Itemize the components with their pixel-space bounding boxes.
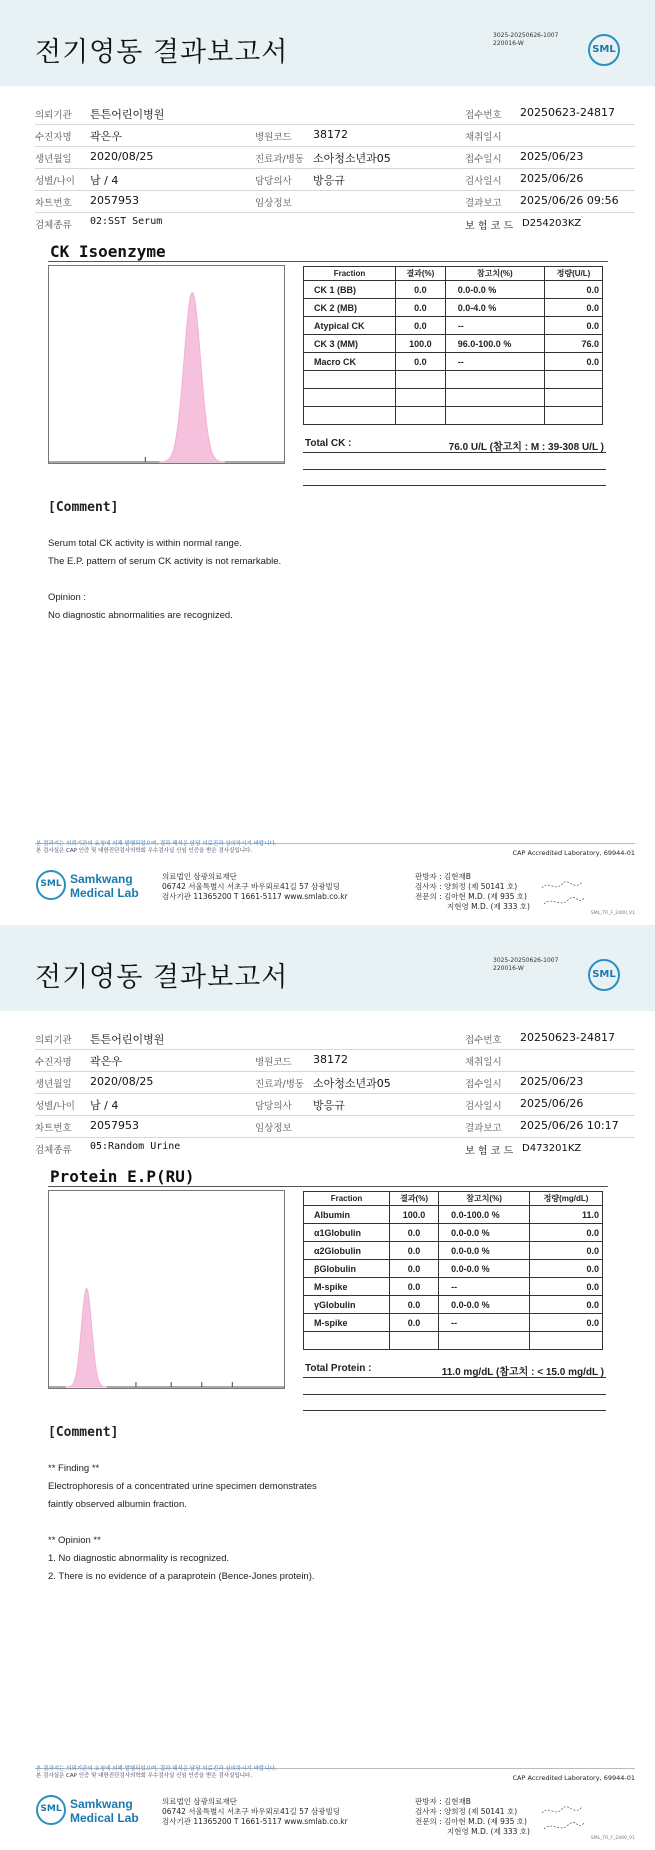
fraction-name: CK 1 (BB) [304,281,396,299]
institution-value: 튼튼어린이병원 [90,108,165,121]
info-label: 진료과/병동 [255,154,305,165]
footer-note: 본 결과지는 의뢰기관의 요청에 의해 발행되었으며, 결과 해석은 담당 의료진과 상의하시기 바랍니다. [36,841,277,847]
reference-range: 0.0-0.0 % [445,281,544,299]
cap-accreditation: CAP Accredited Laboratory, 69944-01 [512,849,635,857]
fraction-name: Atypical CK [304,317,396,335]
comment-line: faintly observed albumin fraction. [48,1499,187,1510]
info-label: 채취일시 [465,132,502,143]
barcode-value: D473201KZ [522,1143,582,1154]
address-line: 06742 서울특별시 서초구 바우뫼로41길 57 삼광빌딩 [162,882,341,891]
info-label: 병원코드 [255,132,292,143]
birth-value: 2020/08/25 [90,150,154,163]
result-percent: 0.0 [389,1296,438,1314]
fraction-name: α1Globulin [304,1224,390,1242]
rule-line [303,469,606,470]
footer-notes [36,841,277,855]
info-label: 보 험 코 드 [465,1146,514,1157]
comment-line [48,1514,317,1532]
fraction-name: α2Globulin [304,1242,390,1260]
address-line: 의료법인 삼광의료재단 [162,872,237,881]
form-code: SML_TR_F_2400_V1 [590,911,635,916]
logo-text: SML [592,44,616,55]
info-row [35,212,635,234]
quantity-value: 0.0 [530,1296,603,1314]
signature-scribble [538,878,588,914]
table-row [304,1206,603,1224]
header-reference: 참고치(%) [445,267,544,281]
result-percent: 100.0 [389,1206,438,1224]
report-header [0,0,655,86]
total-value: 11.0 mg/dL (참고치 : < 15.0 mg/dL ) [441,1367,604,1378]
result-percent: 0.0 [389,1242,438,1260]
document-code [493,32,558,48]
address-line: 의료법인 삼광의료재단 [162,1797,237,1806]
reference-range: 0.0-0.0 % [439,1242,530,1260]
result-percent: 0.0 [389,1224,438,1242]
institution-value: 튼튼어린이병원 [90,1033,165,1046]
table-row [304,353,603,371]
staff-line: 검사자 : 양희정 (제 50141 호) [415,882,518,891]
reference-range: -- [445,353,544,371]
comment-line: Opinion : [48,592,87,603]
result-percent: 100.0 [396,335,446,353]
receipt-time-value: 2025/06/23 [520,1075,584,1088]
reference-range: 0.0-0.0 % [439,1296,530,1314]
info-label: 담당의사 [255,1101,292,1112]
table-row-empty [304,389,603,407]
chart-svg [49,266,284,463]
result-percent: 0.0 [396,353,446,371]
comment-line: 2. There is no evidence of a paraprotein (Bence-Jones protein). [48,1571,315,1582]
staff-line: 판방자 : 김현재B [415,1797,471,1806]
info-label: 접수일시 [465,154,502,165]
hospital-code-value: 38172 [313,128,348,141]
address-line: 검사기관 11365200 T 1661-5117 www.smlab.co.kr [162,1817,348,1826]
report-title: 전기영동 결과보고서 [35,962,289,993]
lab-name-line: Medical Lab [70,886,139,900]
info-row [35,1115,635,1138]
address-line: 검사기관 11365200 T 1661-5117 www.smlab.co.kr [162,892,348,901]
info-label: 접수번호 [465,1035,502,1046]
fraction-name: CK 3 (MM) [304,335,396,353]
reference-range: 96.0-100.0 % [445,335,544,353]
comment-line: No diagnostic abnormalities are recognized. [48,610,233,621]
table-header [304,267,603,281]
table-row [304,1278,603,1296]
result-percent: 0.0 [389,1260,438,1278]
header-fraction: Fraction [304,1192,390,1206]
info-row [35,1137,635,1159]
fraction-name: βGlobulin [304,1260,390,1278]
samkwang-logo [36,1795,66,1825]
fraction-name: M-spike [304,1278,390,1296]
reference-range: 0.0-4.0 % [445,299,544,317]
staff-line: 판방자 : 김현재B [415,872,471,881]
lab-name-line: Samkwang [70,872,133,886]
comment-line: Serum total CK activity is within normal range. [48,538,242,549]
report-time-value: 2025/06/26 09:56 [520,194,619,207]
chart-svg [49,1191,284,1388]
header-fraction: Fraction [304,267,396,281]
result-percent: 0.0 [396,299,446,317]
address-line: 06742 서울특별시 서초구 바우뫼로41길 57 삼광빌딩 [162,1807,341,1816]
reference-range: -- [439,1278,530,1296]
lab-name [70,1797,139,1825]
dept-value: 소아청소년과05 [313,152,391,165]
info-label: 성별/나이 [35,176,75,187]
info-row [35,1071,635,1094]
table-row-empty [304,371,603,389]
section-title: CK Isoenzyme [50,242,166,261]
table-row [304,1224,603,1242]
info-row [35,102,635,125]
table-row-empty [304,407,603,425]
doctor-value: 방응규 [313,174,345,187]
info-label: 검사일시 [465,1101,502,1112]
info-label: 수진자명 [35,1057,72,1068]
form-code: SML_TR_F_2400_V1 [590,1836,635,1841]
info-row [35,124,635,147]
fraction-table [303,266,603,425]
comment-header: [Comment] [48,1425,119,1440]
info-label: 진료과/병동 [255,1079,305,1090]
total-value: 76.0 U/L (참고치 : M : 39-308 U/L ) [448,442,604,453]
logo-text: SML [40,879,62,889]
lab-address [162,872,348,902]
total-line [303,1361,606,1378]
info-label: 보 험 코 드 [465,221,514,232]
table-row [304,1314,603,1332]
reference-range: 0.0-0.0 % [439,1260,530,1278]
table-row-empty [304,1332,603,1350]
header-reference: 참고치(%) [439,1192,530,1206]
quantity-value: 0.0 [544,299,602,317]
logo-text: SML [592,969,616,980]
comment-line: The E.P. pattern of serum CK activity is not remarkable. [48,556,282,567]
footer-note: 본 검사실은 CAP 인증 및 대한진단검사의학회 우수검사실 신임 인증을 받은 검사실입니다. [36,1773,253,1779]
quantity-value: 0.0 [530,1278,603,1296]
info-label: 생년월일 [35,154,72,165]
info-label: 임상정보 [255,1123,292,1134]
info-label: 채취일시 [465,1057,502,1068]
staff-line: 전문의 : 김아현 M.D. (제 935 호) [415,892,527,901]
dept-value: 소아청소년과05 [313,1077,391,1090]
staff-line: 지현영 M.D. (제 333 호) [447,902,530,911]
logo-text: SML [40,1804,62,1814]
header-result: 결과(%) [389,1192,438,1206]
peak-area [66,1289,107,1387]
info-label: 접수번호 [465,110,502,121]
lab-name-line: Samkwang [70,1797,133,1811]
electrophoresis-chart [48,265,285,464]
header-quantity: 정량(mg/dL) [530,1192,603,1206]
fraction-name: Macro CK [304,353,396,371]
info-row [35,168,635,191]
comment-line: ** Opinion ** [48,1535,101,1546]
staff-list [415,1797,530,1837]
comment-line [48,571,281,589]
peak-area [159,293,225,462]
table-row [304,299,603,317]
reference-range: -- [439,1314,530,1332]
table-row [304,1242,603,1260]
info-label: 임상정보 [255,198,292,209]
table-row [304,1296,603,1314]
specimen-value: 05:Random Urine [90,1141,181,1152]
sml-logo [588,959,620,991]
comment-header: [Comment] [48,500,119,515]
footer-note: 본 결과지는 의뢰기관의 요청에 의해 발행되었으며, 결과 해석은 담당 의료진과 상의하시기 바랍니다. [36,1766,277,1772]
test-time-value: 2025/06/26 [520,172,584,185]
sex-age-value: 남 / 4 [90,1099,119,1112]
hospital-code-value: 38172 [313,1053,348,1066]
info-row [35,1027,635,1050]
quantity-value: 76.0 [544,335,602,353]
reference-range: -- [445,317,544,335]
signature-icon [538,878,588,912]
section-divider [48,261,608,262]
result-percent: 0.0 [396,317,446,335]
receipt-time-value: 2025/06/23 [520,150,584,163]
quantity-value: 0.0 [544,353,602,371]
info-label: 병원코드 [255,1057,292,1068]
signature-scribble [538,1803,588,1839]
barcode-value: D254203KZ [522,218,582,229]
fraction-name: γGlobulin [304,1296,390,1314]
quantity-value: 0.0 [530,1260,603,1278]
sex-age-value: 남 / 4 [90,174,119,187]
rule-line [303,1394,606,1395]
report-title: 전기영동 결과보고서 [35,37,289,68]
info-label: 검체종류 [35,220,72,231]
footer-notes [36,1766,277,1780]
rule-line [303,1410,606,1411]
cap-accreditation: CAP Accredited Laboratory, 69944-01 [512,1774,635,1782]
info-label: 차트번호 [35,198,72,209]
test-time-value: 2025/06/26 [520,1097,584,1110]
lab-name-line: Medical Lab [70,1811,139,1825]
header-quantity: 정량(U/L) [544,267,602,281]
document-code [493,957,558,973]
lab-address [162,1797,348,1827]
doctor-value: 방응규 [313,1099,345,1112]
header-result: 결과(%) [396,267,446,281]
comment-body [48,535,281,625]
specimen-value: 02:SST Serum [90,216,163,227]
reference-range: 0.0-100.0 % [439,1206,530,1224]
result-percent: 0.0 [396,281,446,299]
staff-line: 지현영 M.D. (제 333 호) [447,1827,530,1836]
info-label: 접수일시 [465,1079,502,1090]
signature-icon [538,1803,588,1837]
table-row [304,335,603,353]
info-label: 의뢰기관 [35,110,72,121]
patient-value: 곽은우 [90,1055,122,1068]
table-row [304,1260,603,1278]
result-percent: 0.0 [389,1278,438,1296]
total-line [303,436,606,453]
section-title: Protein E.P(RU) [50,1167,195,1186]
table-header [304,1192,603,1206]
birth-value: 2020/08/25 [90,1075,154,1088]
document-code-line: 220016-W [493,40,524,47]
document-code-line: 3025-20250626-1007 [493,32,559,39]
reference-range: 0.0-0.0 % [439,1224,530,1242]
lab-name [70,872,139,900]
quantity-value: 0.0 [530,1314,603,1332]
info-label: 검사일시 [465,176,502,187]
document-code-line: 3025-20250626-1007 [493,957,559,964]
staff-list [415,872,530,912]
sml-logo [588,34,620,66]
total-label: Total CK : [305,438,352,449]
table-row [304,281,603,299]
section-divider [48,1186,608,1187]
quantity-value: 0.0 [530,1224,603,1242]
rule-line [303,485,606,486]
total-label: Total Protein : [305,1363,372,1374]
table-row [304,317,603,335]
result-percent: 0.0 [389,1314,438,1332]
info-label: 수진자명 [35,132,72,143]
patient-value: 곽은우 [90,130,122,143]
comment-line: Electrophoresis of a concentrated urine specimen demonstrates [48,1481,317,1492]
fraction-name: CK 2 (MB) [304,299,396,317]
receipt-no-value: 20250623-24817 [520,1031,615,1044]
quantity-value: 11.0 [530,1206,603,1224]
fraction-name: Albumin [304,1206,390,1224]
report-time-value: 2025/06/26 10:17 [520,1119,619,1132]
info-label: 결과보고 [465,198,502,209]
info-label: 결과보고 [465,1123,502,1134]
info-label: 성별/나이 [35,1101,75,1112]
comment-body [48,1460,317,1586]
quantity-value: 0.0 [544,281,602,299]
info-label: 담당의사 [255,176,292,187]
fraction-table [303,1191,603,1350]
electrophoresis-chart [48,1190,285,1389]
receipt-no-value: 20250623-24817 [520,106,615,119]
info-label: 의뢰기관 [35,1035,72,1046]
info-label: 검체종류 [35,1145,72,1156]
info-row [35,1093,635,1116]
info-label: 차트번호 [35,1123,72,1134]
info-row [35,190,635,213]
quantity-value: 0.0 [544,317,602,335]
comment-line: ** Finding ** [48,1463,100,1474]
quantity-value: 0.0 [530,1242,603,1260]
fraction-name: M-spike [304,1314,390,1332]
report-page [0,925,655,1850]
samkwang-logo [36,870,66,900]
info-row [35,146,635,169]
staff-line: 검사자 : 양희정 (제 50141 호) [415,1807,518,1816]
chart-no-value: 2057953 [90,194,139,207]
report-header [0,925,655,1011]
staff-line: 전문의 : 김아현 M.D. (제 935 호) [415,1817,527,1826]
info-row [35,1049,635,1072]
chart-no-value: 2057953 [90,1119,139,1132]
info-label: 생년월일 [35,1079,72,1090]
document-code-line: 220016-W [493,965,524,972]
comment-line: 1. No diagnostic abnormality is recognized. [48,1553,230,1564]
footer-note: 본 검사실은 CAP 인증 및 대한진단검사의학회 우수검사실 신임 인증을 받은 검사실입니다. [36,848,253,854]
